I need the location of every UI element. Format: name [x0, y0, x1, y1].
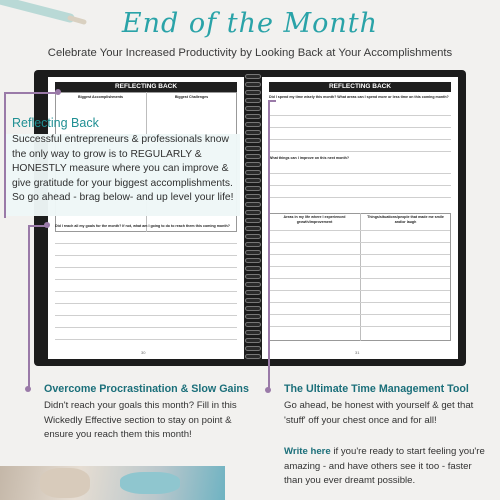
- write-here-emphasis: Write here: [284, 446, 331, 457]
- spiral-coil: [245, 178, 261, 183]
- page-number: 30: [141, 350, 146, 355]
- spiral-coil: [245, 98, 261, 103]
- writing-line: [55, 339, 237, 340]
- spiral-coil: [245, 258, 261, 263]
- spiral-coil: [245, 202, 261, 207]
- writing-line: [269, 185, 451, 186]
- spiral-coil: [245, 298, 261, 303]
- left-page-heading: REFLECTING BACK: [55, 82, 237, 92]
- writing-line: [269, 139, 451, 140]
- table-line: [270, 290, 450, 291]
- spiral-coil: [245, 138, 261, 143]
- col-growth: Areas in my life where I experienced growth/improvement: [283, 215, 346, 224]
- leader-line: [268, 100, 270, 390]
- improve-prompt: What things can I improve on this next month?: [269, 156, 350, 160]
- col-accomplishments: Biggest Accomplishments: [78, 95, 123, 99]
- write-here-text: [284, 445, 490, 489]
- col-smile: Things/situations/people that made me smile and/or laugh: [367, 215, 444, 224]
- table-line: [270, 278, 450, 279]
- leader-line: [4, 92, 6, 218]
- procrastination-body: Didn't reach your goals this month? Fill in this Wickedly Effective section to stay on point & ensure you reach them this month!: [44, 400, 237, 440]
- time-prompt: Did I spend my time wisely this month? What areas can I spend more or less time on this coming month?: [269, 95, 449, 99]
- writing-line: [55, 267, 237, 268]
- writing-line: [55, 279, 237, 280]
- table-line: [270, 326, 450, 327]
- spiral-coil: [245, 162, 261, 167]
- spiral-coil: [245, 226, 261, 231]
- spiral-coil: [245, 122, 261, 127]
- leader-line: [28, 225, 30, 389]
- table-line: [270, 242, 450, 243]
- table-line: [270, 254, 450, 255]
- reflecting-title: Reflecting Back: [12, 116, 99, 130]
- spiral-coil: [245, 154, 261, 159]
- spiral-coil: [245, 338, 261, 343]
- write-here-body: if you're ready to start feeling you're amazing - and have others see it too - faster than you ever dreamt possible.: [284, 446, 485, 486]
- spiral-coil: [245, 330, 261, 335]
- writing-line: [269, 197, 451, 198]
- writing-line: [55, 291, 237, 292]
- spiral-coil: [245, 250, 261, 255]
- time-tool-body: Go ahead, be honest with yourself & get that 'stuff' off your chest once and for all!: [284, 400, 474, 426]
- page-subtitle: Celebrate Your Increased Productivity by Looking Back at Your Accomplishments: [47, 47, 453, 59]
- spiral-coil: [245, 306, 261, 311]
- table-line: [270, 314, 450, 315]
- spiral-coil: [245, 90, 261, 95]
- leader-dot: [25, 386, 31, 392]
- reflecting-body: Successful entrepreneurs & professionals know the only way to grow is to REGULARLY & HONESTLY measure where you can improve & give gratitude for your biggest accomplishments. So go ahead - brag below- and up level your life!: [12, 134, 234, 203]
- table-line: [270, 230, 450, 231]
- procrastination-title: Overcome Procrastination & Slow Gains: [44, 383, 249, 395]
- writing-line: [55, 243, 237, 244]
- spiral-coil: [245, 354, 261, 359]
- spiral-coil: [245, 242, 261, 247]
- right-page: [262, 77, 458, 359]
- time-tool-title: The Ultimate Time Management Tool: [284, 383, 469, 395]
- leader-dot: [55, 89, 61, 95]
- table-line: [270, 266, 450, 267]
- leader-line: [268, 100, 276, 102]
- leader-line: [4, 92, 58, 94]
- spiral-binding: [244, 74, 262, 364]
- spiral-coil: [245, 146, 261, 151]
- writing-line: [55, 315, 237, 316]
- spiral-coil: [245, 194, 261, 199]
- page-title: End of the Month: [121, 8, 379, 39]
- photo-figure: [120, 472, 180, 494]
- spiral-coil: [245, 82, 261, 87]
- writing-line: [269, 115, 451, 116]
- spiral-coil: [245, 346, 261, 351]
- spiral-coil: [245, 74, 261, 79]
- goals-prompt: Did I reach all my goals for the month? If not, what am I going to do to reach them this coming month?: [55, 224, 230, 228]
- writing-line: [55, 255, 237, 256]
- right-page-heading: REFLECTING BACK: [269, 82, 451, 92]
- leader-dot: [265, 387, 271, 393]
- page-number: 31: [355, 350, 360, 355]
- writing-line: [269, 173, 451, 174]
- spiral-coil: [245, 186, 261, 191]
- spiral-coil: [245, 218, 261, 223]
- spiral-coil: [245, 170, 261, 175]
- leader-dot: [44, 222, 50, 228]
- writing-line: [269, 127, 451, 128]
- spiral-coil: [245, 210, 261, 215]
- photo-figure: [40, 468, 90, 498]
- writing-line: [55, 303, 237, 304]
- spiral-coil: [245, 130, 261, 135]
- writing-line: [55, 327, 237, 328]
- spiral-coil: [245, 282, 261, 287]
- spiral-coil: [245, 234, 261, 239]
- spiral-coil: [245, 322, 261, 327]
- writing-line: [269, 151, 451, 152]
- table-divider: [360, 213, 361, 341]
- table-line: [270, 302, 450, 303]
- lifestyle-photo: [0, 466, 225, 500]
- spiral-coil: [245, 290, 261, 295]
- spiral-coil: [245, 314, 261, 319]
- spiral-coil: [245, 266, 261, 271]
- spiral-coil: [245, 274, 261, 279]
- spiral-coil: [245, 114, 261, 119]
- col-challenges: Biggest Challenges: [174, 95, 209, 99]
- spiral-coil: [245, 106, 261, 111]
